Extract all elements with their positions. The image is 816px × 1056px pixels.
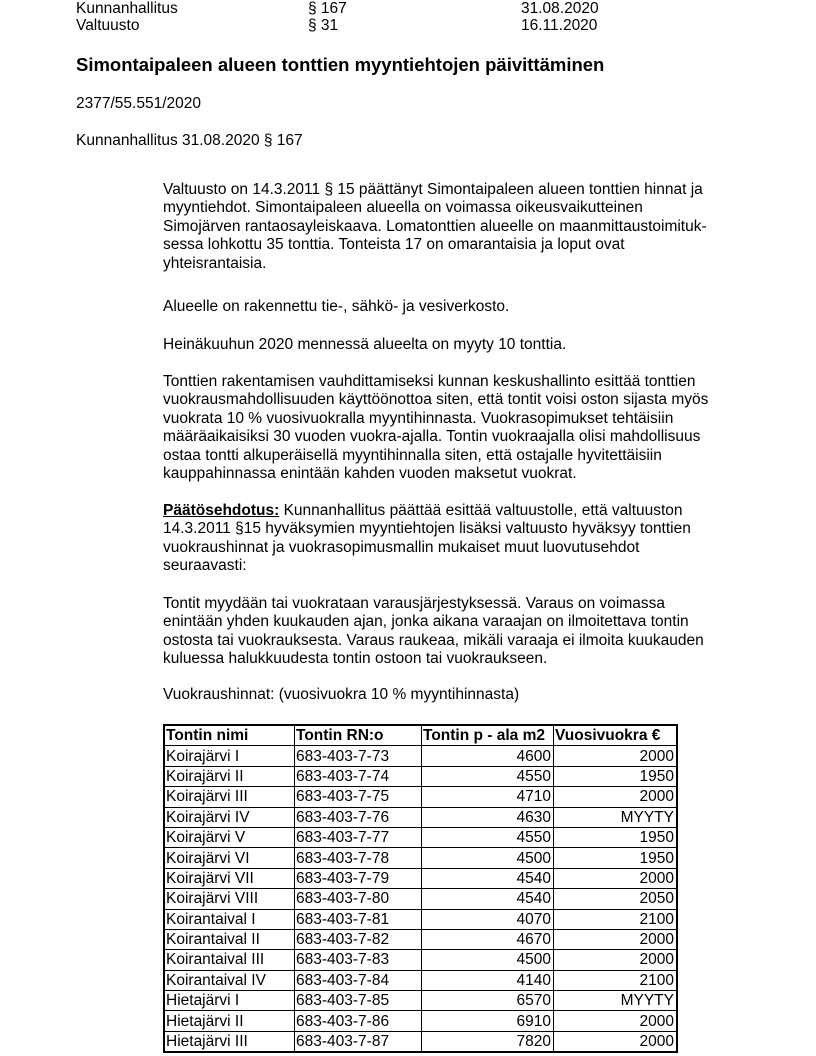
- paragraph-sales-status: Heinäkuuhun 2020 mennessä alueelta on myyty 10 tonttia.: [163, 336, 567, 353]
- paragraph-number: § 167: [308, 0, 347, 17]
- annual-rent: 2100: [554, 970, 678, 990]
- text-line: [163, 502, 743, 520]
- plot-area: 4500: [422, 950, 554, 970]
- table-row: [164, 766, 677, 786]
- plot-name: Koirajärvi II: [164, 766, 295, 786]
- annual-rent: 2000: [554, 929, 678, 949]
- annual-rent: 1950: [554, 766, 678, 786]
- text-line: määräaikaisiksi 30 vuoden vuokra-ajalla. Tontin vuokraajalla olisi mahdollisuus: [163, 428, 701, 446]
- plot-id: 683-403-7-85: [295, 991, 422, 1011]
- plot-area: 4540: [422, 889, 554, 909]
- plot-area: 7820: [422, 1031, 554, 1052]
- decision-body: Valtuusto: [76, 17, 140, 34]
- plot-id: 683-403-7-83: [295, 950, 422, 970]
- plot-id: 683-403-7-81: [295, 909, 422, 929]
- table-row: [164, 970, 677, 990]
- decision-body: Kunnanhallitus: [76, 0, 178, 17]
- table-row: [164, 889, 677, 909]
- meeting-reference: Kunnanhallitus 31.08.2020 § 167: [76, 132, 303, 149]
- plot-rental-table: [163, 724, 678, 1053]
- text-line: myyntiehdot. Simontaipaleen alueella on voimassa oikeusvaikutteinen: [163, 199, 643, 217]
- text-line: kauppahinnassa enintään kahden vuoden maksetut vuokrat.: [163, 465, 577, 483]
- text-line: ostaa tontti alkuperäisellä myyntihinnalla siten, että ostajalle hyvitettäisiin: [163, 446, 662, 464]
- plot-area: 6910: [422, 1011, 554, 1031]
- paragraph-number: § 31: [308, 17, 339, 34]
- text-line: vuokrausmahdollisuuden käyttöönottoa siten, että tontit voisi oston sijasta myös: [163, 391, 709, 409]
- text-line: yhteisrantaisia.: [163, 254, 267, 272]
- meeting-date: 16.11.2020: [521, 17, 598, 34]
- plot-id: 683-403-7-75: [295, 787, 422, 807]
- column-header-annual-rent: Vuosivuokra €: [554, 725, 678, 746]
- plot-id: 683-403-7-86: [295, 1011, 422, 1031]
- plot-area: 6570: [422, 991, 554, 1011]
- annual-rent: 2000: [554, 746, 678, 766]
- header-row-kunnanhallitus: [76, 0, 616, 18]
- annual-rent: 2100: [554, 909, 678, 929]
- plot-id: 683-403-7-77: [295, 827, 422, 847]
- paragraph-decision-proposal: [163, 502, 743, 576]
- annual-rent: 1950: [554, 848, 678, 868]
- table-row: [164, 950, 677, 970]
- plot-name: Hietajärvi I: [164, 991, 295, 1011]
- text-line: ostosta tai vuokrauksesta. Varaus raukeaa, mikäli varaaja ei ilmoita kuukauden: [163, 631, 704, 649]
- annual-rent: 2000: [554, 1031, 678, 1052]
- text-line: enintään yhden kuukauden ajan, jonka aikana varaajan on ilmoitettava tontin: [163, 613, 689, 631]
- plot-area: 4600: [422, 746, 554, 766]
- plot-name: Hietajärvi II: [164, 1011, 295, 1031]
- text-line: 14.3.2011 §15 hyväksymien myyntiehtojen lisäksi valtuusto hyväksyy tonttien: [163, 520, 691, 538]
- table-row: [164, 1011, 677, 1031]
- plot-area: 4630: [422, 807, 554, 827]
- plot-id: 683-403-7-82: [295, 929, 422, 949]
- table-row: [164, 746, 677, 766]
- text-line: Tontit myydään tai vuokrataan varausjärjestyksessä. Varaus on voimassa: [163, 595, 665, 612]
- text-line: Simojärven rantaosayleiskaava. Lomatonttien alueelle on maanmittaustoimituk-: [163, 217, 707, 235]
- annual-rent: 2000: [554, 787, 678, 807]
- annual-rent: MYYTY: [554, 991, 678, 1011]
- plot-area: 4550: [422, 827, 554, 847]
- plot-name: Koirajärvi VI: [164, 848, 295, 868]
- paragraph-background: [163, 181, 743, 273]
- plot-id: 683-403-7-74: [295, 766, 422, 786]
- annual-rent: MYYTY: [554, 807, 678, 827]
- plot-name: Koirajärvi I: [164, 746, 295, 766]
- plot-area: 4500: [422, 848, 554, 868]
- table-row: [164, 827, 677, 847]
- paragraph-reservation-terms: [163, 595, 743, 669]
- header-row-valtuusto: [76, 17, 616, 35]
- rental-prices-caption: Vuokraushinnat: (vuosivuokra 10 % myyntihinnasta): [163, 686, 520, 703]
- plot-name: Koirajärvi VIII: [164, 889, 295, 909]
- plot-area: 4670: [422, 929, 554, 949]
- annual-rent: 2000: [554, 868, 678, 888]
- table-row: [164, 1031, 677, 1052]
- plot-name: Koirantaival II: [164, 929, 295, 949]
- table-row: [164, 848, 677, 868]
- table-row: [164, 807, 677, 827]
- paragraph-infrastructure: Alueelle on rakennettu tie-, sähkö- ja vesiverkosto.: [163, 298, 510, 315]
- plot-id: 683-403-7-80: [295, 889, 422, 909]
- plot-name: Koirajärvi III: [164, 787, 295, 807]
- plot-id: 683-403-7-73: [295, 746, 422, 766]
- text-line: vuokraushinnat ja vuokrasopimusmallin mukaiset muut luovutusehdot: [163, 538, 640, 556]
- plot-name: Koirantaival IV: [164, 970, 295, 990]
- text-line: vuokrata 10 % vuosivuokralla myyntihinnasta. Vuokrasopimukset tehtäisiin: [163, 409, 674, 427]
- meeting-date: 31.08.2020: [521, 0, 599, 17]
- text-span: Kunnanhallitus päättää esittää valtuustolle, että valtuuston: [279, 502, 683, 519]
- text-line: Valtuusto on 14.3.2011 § 15 päättänyt Simontaipaleen alueen tonttien hinnat ja: [163, 181, 703, 198]
- diary-number: 2377/55.551/2020: [76, 95, 201, 112]
- plot-name: Koirajärvi IV: [164, 807, 295, 827]
- column-header-plot-id: Tontin RN:o: [295, 725, 422, 746]
- table-row: [164, 991, 677, 1011]
- annual-rent: 2000: [554, 950, 678, 970]
- plot-area: 4540: [422, 868, 554, 888]
- plot-area: 4710: [422, 787, 554, 807]
- text-line: sessa lohkottu 35 tonttia. Tonteista 17 on omarantaisia ja loput ovat: [163, 236, 625, 254]
- table-header-row: [164, 725, 677, 746]
- annual-rent: 2050: [554, 889, 678, 909]
- plot-area: 4140: [422, 970, 554, 990]
- text-line: Tonttien rakentamisen vauhdittamiseksi kunnan keskushallinto esittää tonttien: [163, 373, 696, 390]
- table-row: [164, 909, 677, 929]
- plot-name: Koirantaival I: [164, 909, 295, 929]
- plot-id: 683-403-7-79: [295, 868, 422, 888]
- plot-name: Hietajärvi III: [164, 1031, 295, 1052]
- plot-id: 683-403-7-76: [295, 807, 422, 827]
- plot-name: Koirajärvi V: [164, 827, 295, 847]
- plot-id: 683-403-7-78: [295, 848, 422, 868]
- paragraph-rental-proposal: [163, 373, 743, 483]
- column-header-area: Tontin p - ala m2: [422, 725, 554, 746]
- proposal-label: Päätösehdotus:: [163, 502, 280, 519]
- table-row: [164, 787, 677, 807]
- table-row: [164, 929, 677, 949]
- plot-id: 683-403-7-84: [295, 970, 422, 990]
- plot-area: 4550: [422, 766, 554, 786]
- annual-rent: 2000: [554, 1011, 678, 1031]
- text-line: seuraavasti:: [163, 557, 247, 575]
- plot-area: 4070: [422, 909, 554, 929]
- column-header-plot-name: Tontin nimi: [164, 725, 295, 746]
- table-row: [164, 868, 677, 888]
- document-title: Simontaipaleen alueen tonttien myyntiehtojen päivittäminen: [76, 54, 605, 75]
- annual-rent: 1950: [554, 827, 678, 847]
- text-line: kuluessa halukkuudesta tontin ostoon tai vuokraukseen.: [163, 650, 548, 668]
- plot-name: Koirantaival III: [164, 950, 295, 970]
- plot-id: 683-403-7-87: [295, 1031, 422, 1052]
- plot-name: Koirajärvi VII: [164, 868, 295, 888]
